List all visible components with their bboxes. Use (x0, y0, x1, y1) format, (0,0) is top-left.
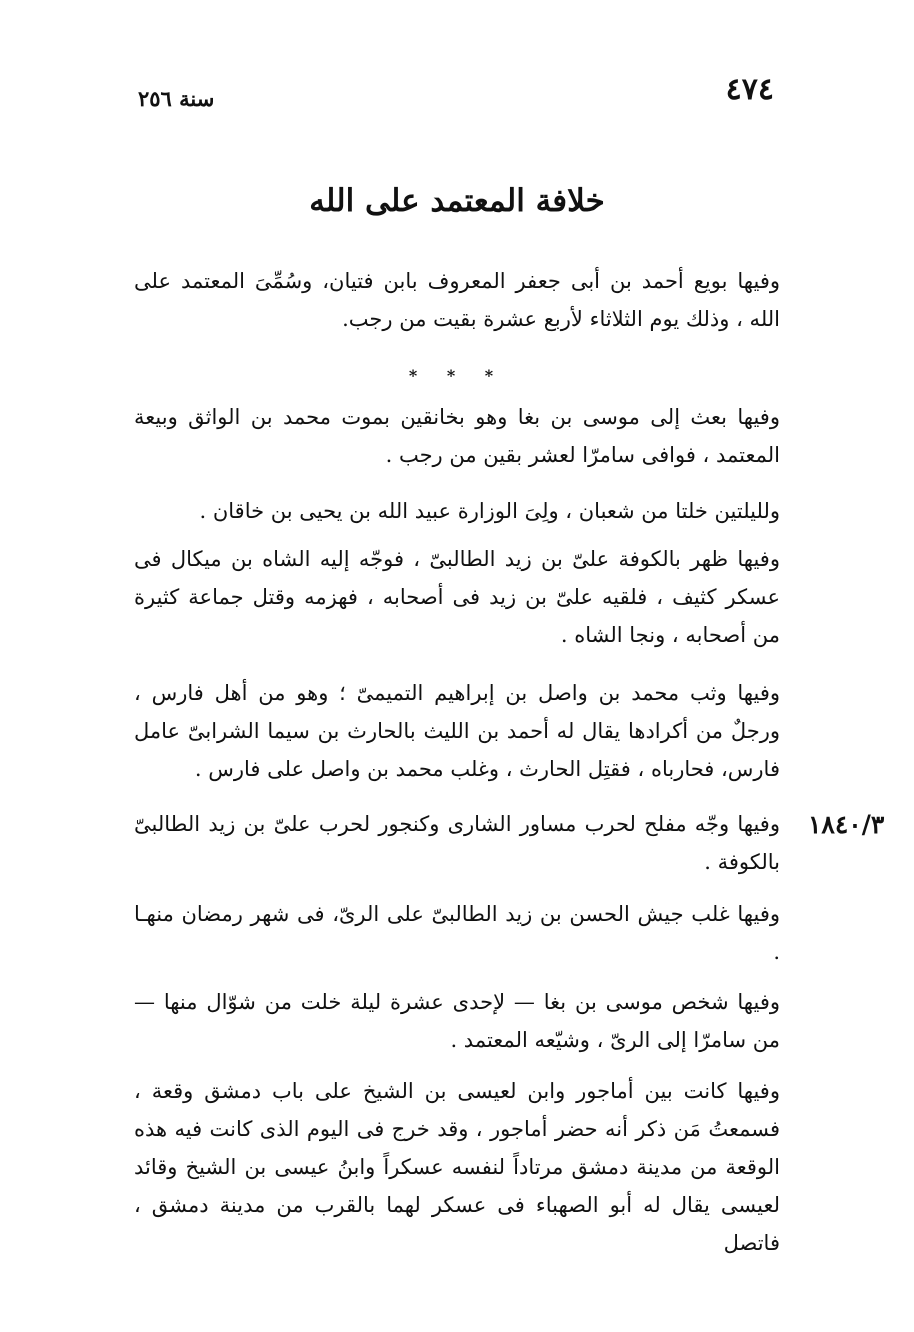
paragraph-6: وفيها وجّه مفلح لحرب مساور الشارى وكنجور لحرب علىّ بن زيد الطالبىّ بالكوفة . (134, 812, 780, 874)
page-number: ٤٧٤ (725, 72, 774, 107)
paragraph-1: وفيها بويع أحمد بن أبى جعفر المعروف بابن فتيان، وسُمِّىَ المعتمد على الله ، وذلك يوم الثلاثاء لأربع عشرة بقيت من رجب. (134, 269, 780, 331)
section-separator: * * * (408, 366, 506, 385)
paragraph-7: وفيها غلب جيش الحسن بن زيد الطالبىّ على الرىّ، فى شهر رمضان منهـا . (134, 902, 780, 964)
margin-reference-note: ١٨٤٠/٣ (808, 810, 885, 839)
running-head: سنة ٢٥٦ (138, 86, 215, 111)
paragraph-9: وفيها كانت بين أماجور وابن لعيسى بن الشيخ على باب دمشق وقعة ، فسمعتُ مَن ذكر أنه حضر أماجور ، وقد خرج فى اليوم الذى كانت فيه هذه الوقعة من مدينة دمشق مرتاداً لنفسه عسكراً وابنُ عيسى بن الشيخ وقائد لعيسى يقال له أبو الصهباء فى عسكر لهما بالقرب من مدينة دمشق ، فاتصل (134, 1079, 780, 1255)
paragraph-8: وفيها شخص موسى بن بغا — لإحدى عشرة ليلة خلت من شوّال منها — من سامرّا إلى الرىّ ، وشيّعه المعتمد . (134, 990, 780, 1052)
paragraph-5: وفيها وثب محمد بن واصل بن إبراهيم التميمىّ ؛ وهو من أهل فارس ، ورجلٌ من أكرادها يقال له أحمد بن الليث بالحارث بن سيما الشرابىّ عامل فارس، فحارباه ، فقتِل الحارث ، وغلب محمد بن واصل على فارس . (134, 681, 780, 781)
paragraph-2: وفيها بعث إلى موسى بن بغا وهو بخانقين بموت محمد بن الواثق وبيعة المعتمد ، فوافى سامرّا لعشر بقين من رجب . (134, 405, 780, 467)
paragraph-3: ولليلتين خلتا من شعبان ، ولِىَ الوزارة عبيد الله بن يحيى بن خاقان . (199, 499, 780, 523)
chapter-title: خلافة المعتمد على الله (309, 183, 605, 219)
paragraph-4: وفيها ظهر بالكوفة علىّ بن زيد الطالبىّ ، فوجّه إليه الشاه بن ميكال فى عسكر كثيف ، فلقيه علىّ بن زيد فى أصحابه ، فهزمه وقتل جماعة كثيرة من أصحابه ، ونجا الشاه . (134, 547, 780, 647)
